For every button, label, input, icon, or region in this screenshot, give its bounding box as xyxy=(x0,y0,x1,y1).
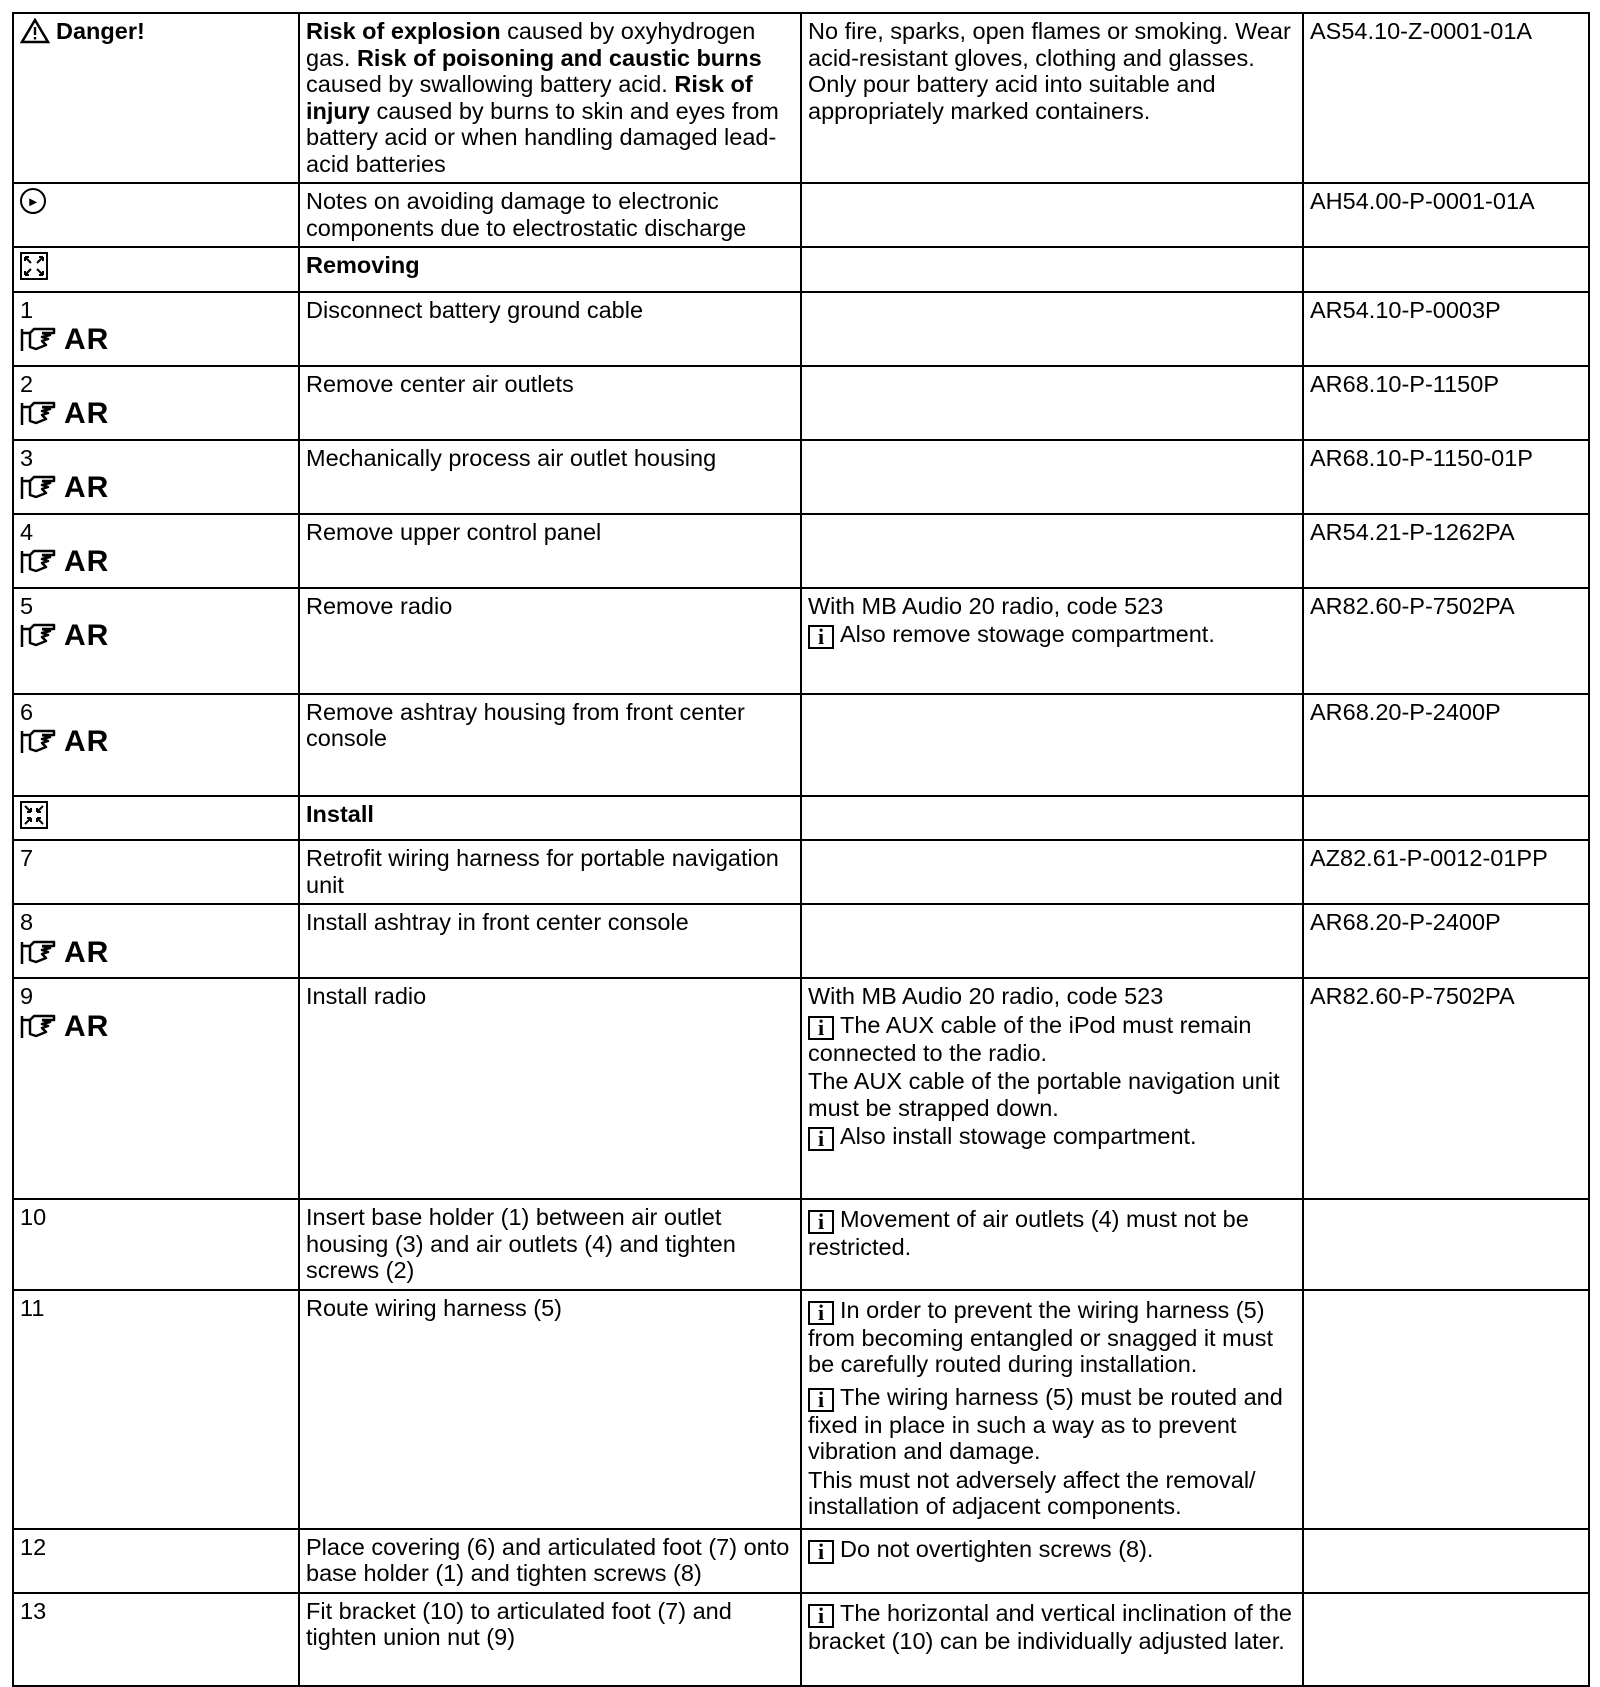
step-ref[interactable]: AR68.10-P-1150P xyxy=(1310,370,1499,397)
danger-label: Danger! xyxy=(56,18,145,44)
install-icon xyxy=(20,801,48,829)
danger-measures: No fire, sparks, open flames or smoking. Wear acid-resistant gloves, clothing and glasses. Only pour battery acid into suitable and appropriately marked containers. xyxy=(801,13,1303,183)
step-number: 8 xyxy=(20,909,34,935)
removing-icon xyxy=(20,252,48,280)
ar-marker: AR xyxy=(20,471,292,505)
pointing-hand-icon xyxy=(20,475,60,501)
ar-marker: AR xyxy=(20,936,292,970)
danger-risk xyxy=(299,13,801,183)
step-text: Fit bracket (10) to articulated foot (7) and tighten union nut (9) xyxy=(299,1593,801,1686)
table-row xyxy=(13,1593,1589,1686)
step-number: 12 xyxy=(13,1529,299,1593)
step-text: Place covering (6) and articulated foot (7) onto base holder (1) and tighten screws (8) xyxy=(299,1529,801,1593)
danger-ref[interactable]: AS54.10-Z-0001-01A xyxy=(1303,13,1589,183)
pointing-hand-icon xyxy=(20,940,60,966)
info-text: In order to prevent the wiring harness (5) from becoming entangled or snagged it must be carefully routed during installation. xyxy=(808,1296,1274,1377)
info-text: The horizontal and vertical inclination of the bracket (10) can be individually adjusted later. xyxy=(808,1599,1292,1654)
step-text: Remove upper control panel xyxy=(299,514,801,588)
esd-text: Notes on avoiding damage to electronic components due to electrostatic discharge xyxy=(299,183,801,247)
info-text: The wiring harness (5) must be routed and fixed in place in such a way as to prevent vibration and damage. xyxy=(808,1383,1283,1464)
info-icon: i xyxy=(808,1604,834,1628)
install-header-row xyxy=(13,796,1589,841)
extra-text: The AUX cable of the portable navigation unit must be strapped down. xyxy=(808,1068,1280,1121)
step-number: 9 xyxy=(20,983,34,1009)
ar-marker: AR xyxy=(20,619,292,653)
table-row xyxy=(13,588,1589,694)
step-text: Remove center air outlets xyxy=(299,366,801,440)
danger-cell xyxy=(13,13,299,183)
table-row xyxy=(13,514,1589,588)
step-ref[interactable]: AR68.20-P-2400P xyxy=(1310,698,1501,725)
risk-3-bold: Risk of injury xyxy=(306,71,753,124)
step-ref[interactable]: AR82.60-P-7502PA xyxy=(1310,983,1515,1009)
risk-1-text: caused by oxyhydrogen gas. xyxy=(306,18,756,71)
step-number: 11 xyxy=(13,1290,299,1529)
ar-marker: AR xyxy=(20,1010,292,1044)
esd-ref[interactable]: AH54.00-P-0001-01A xyxy=(1303,183,1589,247)
step-ref[interactable]: AR54.21-P-1262PA xyxy=(1310,518,1515,545)
step-text: Install ashtray in front center console xyxy=(299,904,801,978)
step-number: 5 xyxy=(20,592,34,619)
pointing-hand-icon xyxy=(20,623,60,649)
step-text: Route wiring harness (5) xyxy=(299,1290,801,1529)
info-text: Do not overtighten screws (8). xyxy=(840,1535,1154,1562)
step-number: 1 xyxy=(20,296,34,323)
step-number: 7 xyxy=(13,840,299,904)
step-ref[interactable]: AR54.10-P-0003P xyxy=(1310,296,1501,323)
step-number: 13 xyxy=(13,1593,299,1686)
step-number: 10 xyxy=(13,1199,299,1290)
step-number: 4 xyxy=(20,518,34,545)
table-row xyxy=(13,694,1589,796)
pointing-hand-icon xyxy=(20,549,60,575)
procedure-table xyxy=(12,12,1590,1687)
step-number: 3 xyxy=(20,444,34,471)
step-text: Remove ashtray housing from front center console xyxy=(299,694,801,796)
table-row xyxy=(13,1199,1589,1290)
table-row xyxy=(13,840,1589,904)
danger-row xyxy=(13,13,1589,183)
step-text: Insert base holder (1) between air outlet housing (3) and air outlets (4) and tighten screws (2) xyxy=(299,1199,801,1290)
ar-marker: AR xyxy=(20,397,292,431)
info-icon: i xyxy=(808,625,834,649)
esd-row xyxy=(13,183,1589,247)
step-note: With MB Audio 20 radio, code 523 xyxy=(808,592,1164,619)
pointing-hand-icon xyxy=(20,1014,60,1040)
info-icon: i xyxy=(808,1127,834,1151)
step-number: 6 xyxy=(20,698,34,725)
table-row xyxy=(13,292,1589,366)
table-row xyxy=(13,366,1589,440)
step-ref[interactable]: AR82.60-P-7502PA xyxy=(1310,592,1515,619)
risk-2-bold: Risk of poisoning and caustic burns xyxy=(356,44,762,71)
extra-text: This must not adversely affect the removal/ installation of adjacent components. xyxy=(808,1466,1256,1519)
risk-3-text: caused by burns to skin and eyes from battery acid or when handling damaged lead-acid batteries xyxy=(306,97,779,177)
step-ref[interactable]: AR68.20-P-2400P xyxy=(1310,909,1501,935)
ar-marker: AR xyxy=(20,545,292,579)
step-text: Retrofit wiring harness for portable navigation unit xyxy=(299,840,801,904)
step-number: 2 xyxy=(20,370,34,397)
step-text: Disconnect battery ground cable xyxy=(299,292,801,366)
esd-icon: ▸ xyxy=(20,188,46,214)
ar-marker: AR xyxy=(20,323,292,357)
info-text: The AUX cable of the iPod must remain connected to the radio. xyxy=(808,1011,1252,1066)
table-row xyxy=(13,1529,1589,1593)
info-icon: i xyxy=(808,1210,834,1234)
table-row xyxy=(13,904,1589,978)
table-row xyxy=(13,978,1589,1199)
removing-header-row xyxy=(13,247,1589,292)
info-text: Movement of air outlets (4) must not be restricted. xyxy=(808,1206,1249,1260)
step-text: Install radio xyxy=(299,978,801,1199)
step-text: Mechanically process air outlet housing xyxy=(299,440,801,514)
removing-heading: Removing xyxy=(299,247,801,292)
info-text: Also install stowage compartment. xyxy=(840,1123,1197,1149)
pointing-hand-icon xyxy=(20,327,60,353)
pointing-hand-icon xyxy=(20,401,60,427)
info-icon: i xyxy=(808,1301,834,1325)
info-icon: i xyxy=(808,1016,834,1040)
step-note: With MB Audio 20 radio, code 523 xyxy=(808,983,1164,1009)
info-text: Also remove stowage compartment. xyxy=(840,621,1215,647)
ar-marker: AR xyxy=(20,725,292,759)
risk-2-text: caused by swallowing battery acid. xyxy=(306,71,675,97)
install-heading: Install xyxy=(299,796,801,841)
table-row xyxy=(13,440,1589,514)
step-text: Remove radio xyxy=(299,588,801,694)
info-icon: i xyxy=(808,1540,834,1564)
warning-triangle-icon xyxy=(20,18,50,44)
step-ref[interactable]: AZ82.61-P-0012-01PP xyxy=(1303,840,1589,904)
info-icon: i xyxy=(808,1388,834,1412)
risk-1-bold: Risk of explosion xyxy=(306,18,501,44)
step-ref[interactable]: AR68.10-P-1150-01P xyxy=(1310,444,1533,471)
table-row xyxy=(13,1290,1589,1529)
pointing-hand-icon xyxy=(20,729,60,755)
